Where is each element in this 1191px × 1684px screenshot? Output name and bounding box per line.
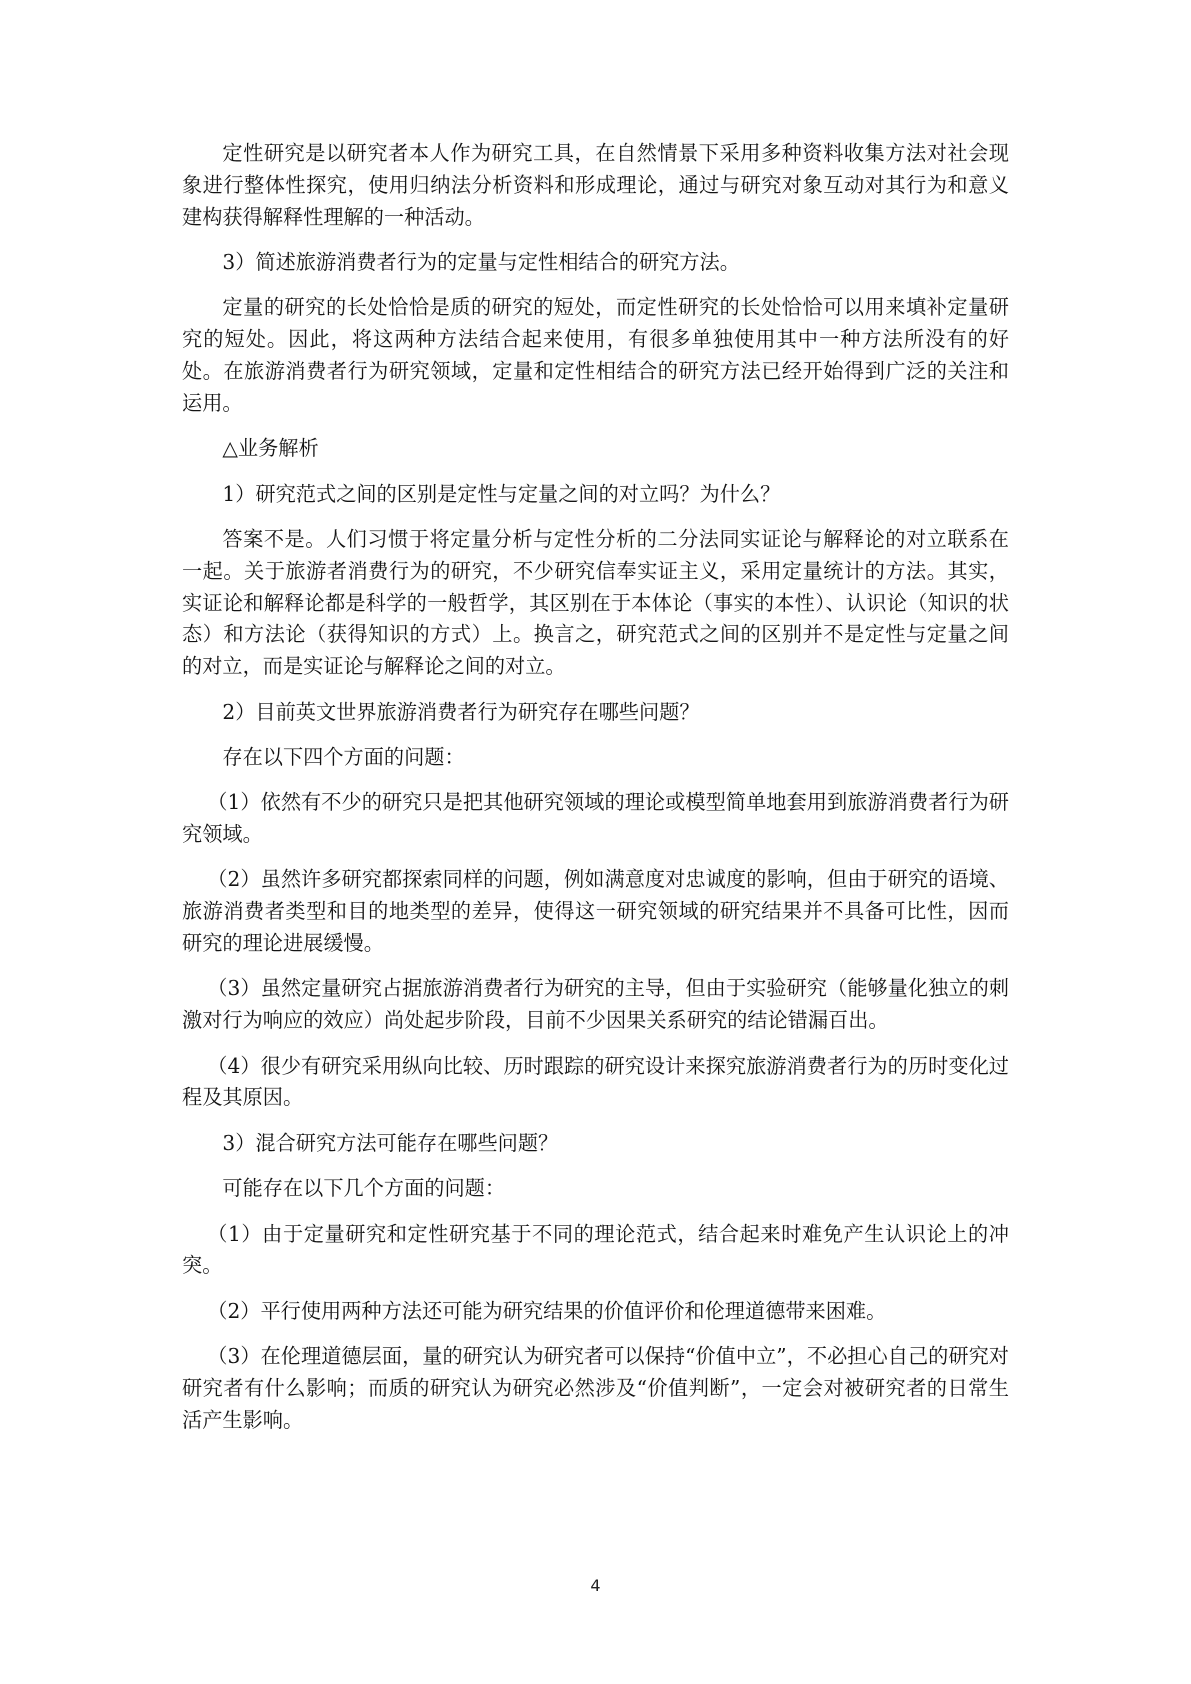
- list-item: （3）虽然定量研究占据旅游消费者行为研究的主导，但由于实验研究（能够量化独立的刺激对行为响应的效应）尚处起步阶段，目前不少因果关系研究的结论错漏百出。: [182, 976, 1009, 1033]
- paragraph: 存在以下四个方面的问题：: [222, 744, 465, 769]
- list-item: （2）平行使用两种方法还可能为研究结果的价值评价和伦理道德带来困难。: [207, 1298, 887, 1323]
- body-text: [182, 138, 1009, 1450]
- list-item: （3）在伦理道德层面，量的研究认为研究者可以保持“价值中立”，不必担心自己的研究对研究者有什么影响；而质的研究认为研究必然涉及“价值判断”，一定会对被研究者的日常生活产生影响。: [182, 1344, 1009, 1432]
- section-heading: △业务解析: [222, 436, 319, 461]
- list-item: （1）依然有不少的研究只是把其他研究领域的理论或模型简单地套用到旅游消费者行为研究领域。: [182, 790, 1009, 847]
- paragraph: 定量的研究的长处恰恰是质的研究的短处，而定性研究的长处恰恰可以用来填补定量研究的短处。因此，将这两种方法结合起来使用，有很多单独使用其中一种方法所没有的好处。在旅游消费者行为研究领域，定量和定性相结合的研究方法已经开始得到广泛的关注和运用。: [182, 295, 1009, 415]
- list-item: （2）虽然许多研究都探索同样的问题，例如满意度对忠诚度的影响，但由于研究的语境、旅游消费者类型和目的地类型的差异，使得这一研究领域的研究结果并不具备可比性，因而研究的理论进展缓慢。: [182, 867, 1009, 956]
- page-number: 4: [590, 1576, 601, 1595]
- question-heading: 3）简述旅游消费者行为的定量与定性相结合的研究方法。: [222, 249, 740, 274]
- question-heading: 1）研究范式之间的区别是定性与定量之间的对立吗？为什么？: [222, 481, 781, 506]
- paragraph: 可能存在以下几个方面的问题：: [222, 1176, 506, 1201]
- list-item: （1）由于定量研究和定性研究基于不同的理论范式，结合起来时难免产生认识论上的冲突。: [182, 1221, 1009, 1278]
- list-item: （4）很少有研究采用纵向比较、历时跟踪的研究设计来探究旅游消费者行为的历时变化过程及其原因。: [182, 1053, 1009, 1110]
- paragraph-qualitative-definition: 定性研究是以研究者本人作为研究工具，在自然情景下采用多种资料收集方法对社会现象进行整体性探究，使用归纳法分析资料和形成理论，通过与研究对象互动对其行为和意义建构获得解释性理解的一种活动。: [182, 141, 1009, 229]
- question-heading: 3）混合研究方法可能存在哪些问题？: [222, 1130, 559, 1155]
- question-heading: 2）目前英文世界旅游消费者行为研究存在哪些问题？: [222, 699, 700, 724]
- paragraph: 答案不是。人们习惯于将定量分析与定性分析的二分法同实证论与解释论的对立联系在一起。关于旅游者消费行为的研究，不少研究信奉实证主义，采用定量统计的方法。其实，实证论和解释论都是科学的一般哲学，其区别在于本体论（事实的本性）、认识论（知识的状态）和方法论（获得知识的方式）上。换言之，研究范式之间的区别并不是定性与定量之间的对立，而是实证论与解释论之间的对立。: [182, 526, 1009, 679]
